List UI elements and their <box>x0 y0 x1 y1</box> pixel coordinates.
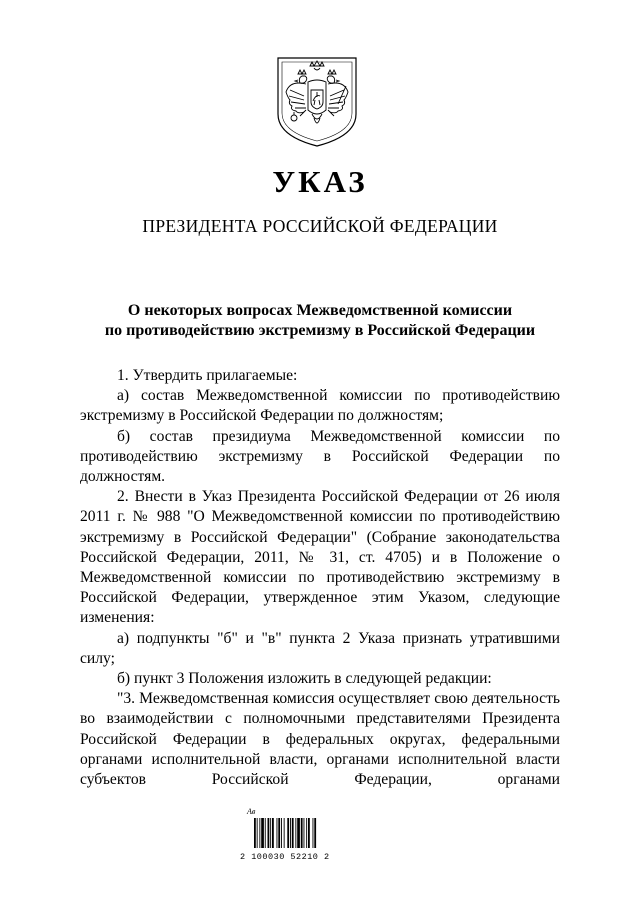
handwritten-stamp: Ав <box>247 807 256 816</box>
decree-heading <box>80 301 560 341</box>
barcode <box>254 818 336 848</box>
paragraph: б) состав президиума Межведомственной комиссии по противодействию экстремизму в Российской Федерации по должностям. <box>80 427 560 486</box>
double-headed-eagle-emblem-icon <box>276 56 358 148</box>
paragraph: "3. Межведомственная комиссия осуществляет свою деятельность во взаимодействии с полномочными представителями Президента Российской Федерации в федеральных округах, федеральными органами исполнительной власти, органами исполнительной власти субъектов Российской Федерации, органами <box>80 690 560 789</box>
barcode-number: 2 100030 52210 2 <box>240 852 330 862</box>
decree-heading-line: по противодействию экстремизму в Российской Федерации <box>104 322 536 339</box>
paragraph: а) состав Межведомственной комиссии по противодействию экстремизму в Российской Федерации по должностям; <box>80 387 560 425</box>
paragraph: б) пункт 3 Положения изложить в следующей редакции: <box>117 670 492 688</box>
document-subtitle: ПРЕЗИДЕНТА РОССИЙСКОЙ ФЕДЕРАЦИИ <box>142 216 498 236</box>
decree-heading-line: О некоторых вопросах Межведомственной комиссии <box>127 302 513 319</box>
paragraph: 2. Внести в Указ Президента Российской Федерации от 26 июля 2011 г. № 988 "О Межведомственной комиссии по противодействию экстремизму в Российской Федерации" (Собрание законодательства Российской Федерации, 2011, № 31, ст. 4705) и в Положение о Межведомственной комиссии по противодействию экстремизму в Российской Федерации, утвержденное этим Указом, следующие изменения: <box>80 488 560 627</box>
paragraph: 1. Утвердить прилагаемые: <box>117 367 298 384</box>
paragraph: а) подпункты "б" и "в" пункта 2 Указа признать утратившими силу; <box>80 629 560 667</box>
decree-body <box>80 366 560 790</box>
document-title: УКАЗ <box>272 164 368 199</box>
